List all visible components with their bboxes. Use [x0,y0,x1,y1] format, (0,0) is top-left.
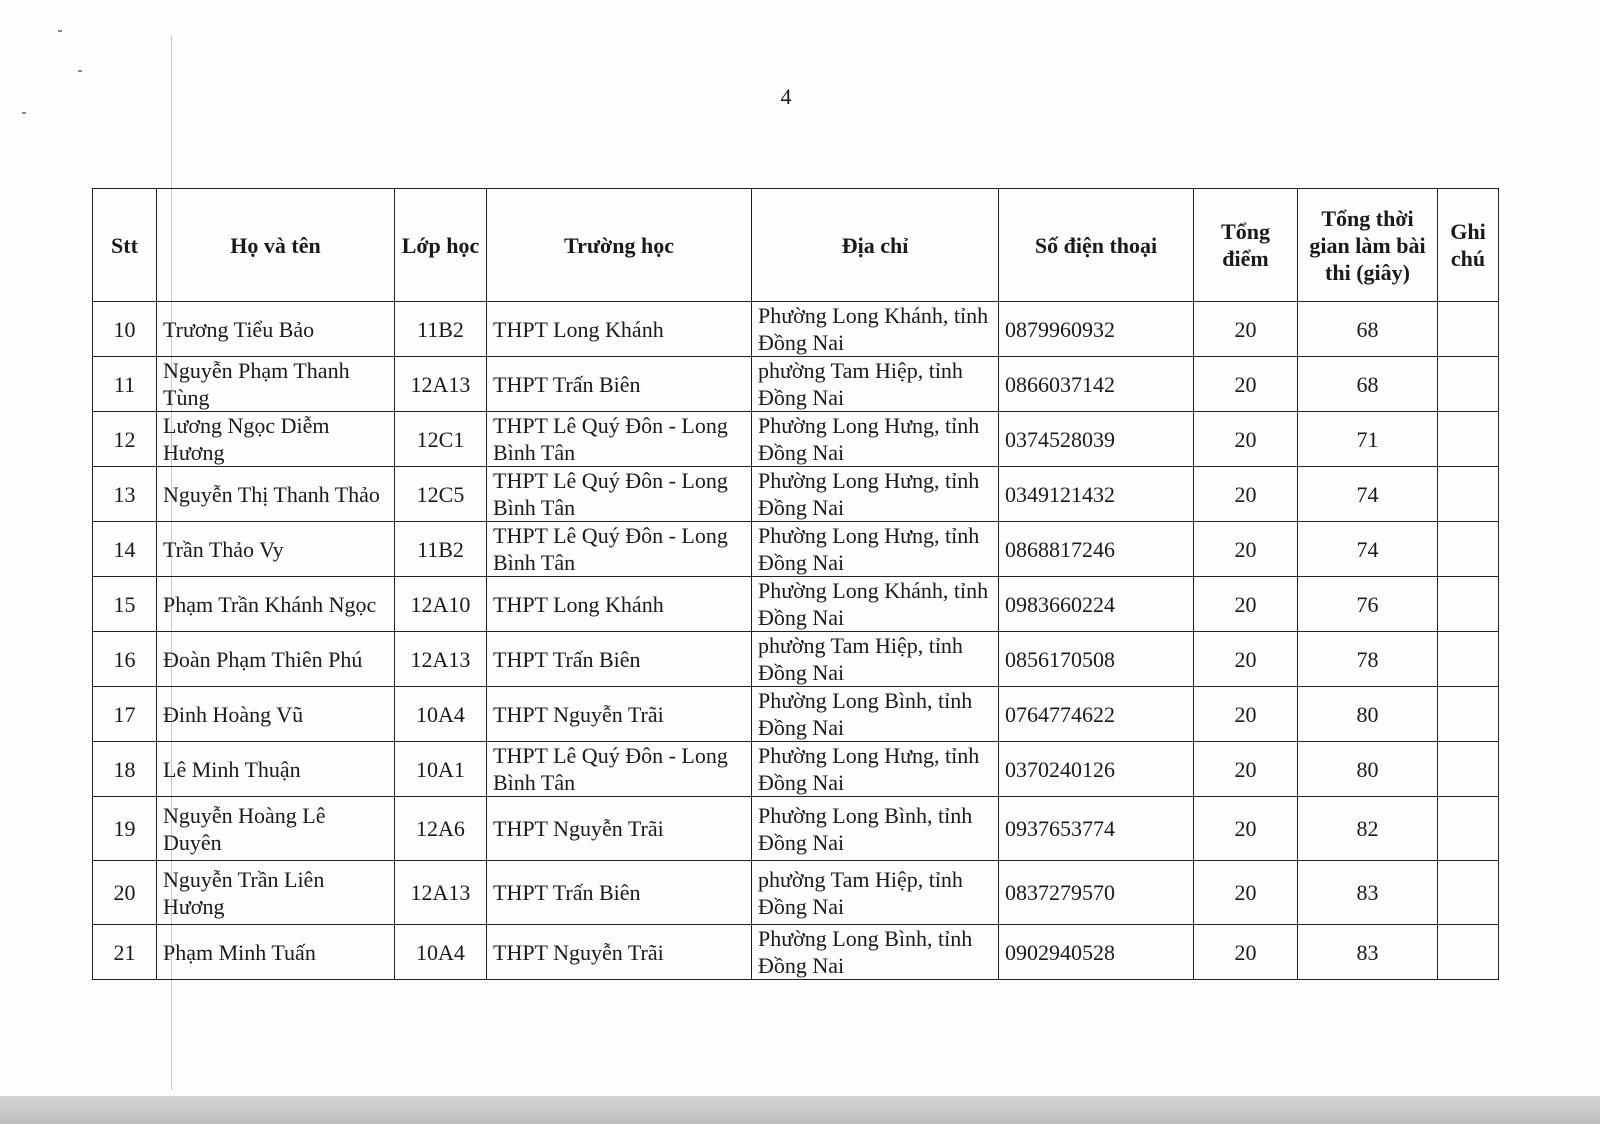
cell-note [1438,742,1499,797]
cell-time: 83 [1298,925,1438,980]
cell-note [1438,577,1499,632]
results-table [92,188,1499,980]
table-row [93,742,1499,797]
page-number: 4 [780,84,792,109]
table-row [93,687,1499,742]
cell-address: Phường Long Hưng, tỉnh Đồng Nai [752,522,999,577]
cell-time: 78 [1298,632,1438,687]
cell-class: 12A10 [395,577,487,632]
header-address: Địa chỉ [752,189,999,302]
cell-time: 71 [1298,412,1438,467]
cell-note [1438,302,1499,357]
cell-class: 10A4 [395,687,487,742]
header-row [93,189,1499,302]
cell-name: Đinh Hoàng Vũ [157,687,395,742]
cell-name: Đoàn Phạm Thiên Phú [157,632,395,687]
cell-name: Trương Tiểu Bảo [157,302,395,357]
cell-score: 20 [1194,797,1298,861]
cell-stt: 13 [93,467,157,522]
cell-address: Phường Long Hưng, tỉnh Đồng Nai [752,467,999,522]
cell-time: 74 [1298,467,1438,522]
cell-note [1438,357,1499,412]
table-row [93,925,1499,980]
cell-phone: 0866037142 [999,357,1194,412]
cell-name: Phạm Minh Tuấn [157,925,395,980]
cell-phone: 0764774622 [999,687,1194,742]
table-row [93,577,1499,632]
cell-stt: 16 [93,632,157,687]
cell-score: 20 [1194,357,1298,412]
cell-note [1438,467,1499,522]
cell-phone: 0374528039 [999,412,1194,467]
table-row [93,522,1499,577]
cell-time: 83 [1298,861,1438,925]
cell-name: Phạm Trần Khánh Ngọc [157,577,395,632]
cell-note [1438,687,1499,742]
header-phone: Số điện thoại [999,189,1194,302]
cell-class: 10A4 [395,925,487,980]
cell-school: THPT Lê Quý Đôn - Long Bình Tân [487,467,752,522]
cell-address: Phường Long Bình, tỉnh Đồng Nai [752,797,999,861]
header-name: Họ và tên [157,189,395,302]
scan-speck [22,112,26,114]
cell-school: THPT Long Khánh [487,302,752,357]
cell-school: THPT Nguyễn Trãi [487,925,752,980]
scan-bottom-edge [0,1096,1600,1124]
cell-address: Phường Long Bình, tỉnh Đồng Nai [752,925,999,980]
table-row [93,357,1499,412]
cell-note [1438,632,1499,687]
cell-address: phường Tam Hiệp, tỉnh Đồng Nai [752,357,999,412]
cell-stt: 10 [93,302,157,357]
cell-school: THPT Trấn Biên [487,357,752,412]
cell-address: Phường Long Khánh, tỉnh Đồng Nai [752,577,999,632]
cell-name: Nguyễn Hoàng Lê Duyên [157,797,395,861]
cell-school: THPT Trấn Biên [487,861,752,925]
cell-name: Nguyễn Trần Liên Hương [157,861,395,925]
cell-phone: 0370240126 [999,742,1194,797]
scan-speck [78,70,82,72]
cell-score: 20 [1194,925,1298,980]
cell-class: 12A13 [395,861,487,925]
cell-stt: 20 [93,861,157,925]
header-score: Tổng điểm [1194,189,1298,302]
table-row [93,302,1499,357]
cell-stt: 21 [93,925,157,980]
cell-note [1438,925,1499,980]
cell-phone: 0349121432 [999,467,1194,522]
cell-class: 10A1 [395,742,487,797]
cell-class: 12A13 [395,632,487,687]
header-time: Tổng thời gian làm bài thi (giây) [1298,189,1438,302]
scan-speck [58,30,62,32]
cell-school: THPT Long Khánh [487,577,752,632]
cell-name: Lê Minh Thuận [157,742,395,797]
cell-school: THPT Lê Quý Đôn - Long Bình Tân [487,522,752,577]
cell-phone: 0879960932 [999,302,1194,357]
cell-name: Nguyễn Phạm Thanh Tùng [157,357,395,412]
cell-phone: 0856170508 [999,632,1194,687]
cell-school: THPT Nguyễn Trãi [487,687,752,742]
cell-phone: 0983660224 [999,577,1194,632]
cell-note [1438,861,1499,925]
cell-address: Phường Long Khánh, tỉnh Đồng Nai [752,302,999,357]
cell-score: 20 [1194,742,1298,797]
cell-stt: 14 [93,522,157,577]
table-row [93,467,1499,522]
cell-note [1438,797,1499,861]
cell-time: 76 [1298,577,1438,632]
cell-time: 68 [1298,357,1438,412]
cell-score: 20 [1194,577,1298,632]
cell-phone: 0868817246 [999,522,1194,577]
header-class: Lớp học [395,189,487,302]
cell-phone: 0902940528 [999,925,1194,980]
cell-phone: 0937653774 [999,797,1194,861]
cell-class: 12A6 [395,797,487,861]
cell-stt: 17 [93,687,157,742]
cell-school: THPT Trấn Biên [487,632,752,687]
cell-class: 11B2 [395,302,487,357]
table-row [93,861,1499,925]
cell-address: Phường Long Hưng, tỉnh Đồng Nai [752,742,999,797]
cell-stt: 15 [93,577,157,632]
cell-score: 20 [1194,302,1298,357]
cell-time: 80 [1298,742,1438,797]
cell-time: 74 [1298,522,1438,577]
cell-phone: 0837279570 [999,861,1194,925]
header-note: Ghi chú [1438,189,1499,302]
cell-school: THPT Nguyễn Trãi [487,797,752,861]
cell-address: Phường Long Hưng, tỉnh Đồng Nai [752,412,999,467]
cell-note [1438,412,1499,467]
cell-class: 12A13 [395,357,487,412]
cell-score: 20 [1194,861,1298,925]
cell-score: 20 [1194,522,1298,577]
cell-score: 20 [1194,467,1298,522]
cell-name: Lương Ngọc Diễm Hương [157,412,395,467]
cell-time: 80 [1298,687,1438,742]
cell-stt: 11 [93,357,157,412]
cell-address: phường Tam Hiệp, tỉnh Đồng Nai [752,632,999,687]
cell-school: THPT Lê Quý Đôn - Long Bình Tân [487,412,752,467]
table-row [93,797,1499,861]
cell-time: 68 [1298,302,1438,357]
cell-score: 20 [1194,687,1298,742]
header-school: Trường học [487,189,752,302]
cell-note [1438,522,1499,577]
cell-time: 82 [1298,797,1438,861]
cell-name: Trần Thảo Vy [157,522,395,577]
cell-score: 20 [1194,412,1298,467]
cell-class: 12C5 [395,467,487,522]
header-stt: Stt [93,189,157,302]
cell-address: Phường Long Bình, tỉnh Đồng Nai [752,687,999,742]
cell-name: Nguyễn Thị Thanh Thảo [157,467,395,522]
table-row [93,632,1499,687]
cell-stt: 19 [93,797,157,861]
cell-stt: 12 [93,412,157,467]
cell-school: THPT Lê Quý Đôn - Long Bình Tân [487,742,752,797]
table-row [93,412,1499,467]
cell-class: 12C1 [395,412,487,467]
cell-score: 20 [1194,632,1298,687]
cell-stt: 18 [93,742,157,797]
cell-address: phường Tam Hiệp, tỉnh Đồng Nai [752,861,999,925]
cell-class: 11B2 [395,522,487,577]
